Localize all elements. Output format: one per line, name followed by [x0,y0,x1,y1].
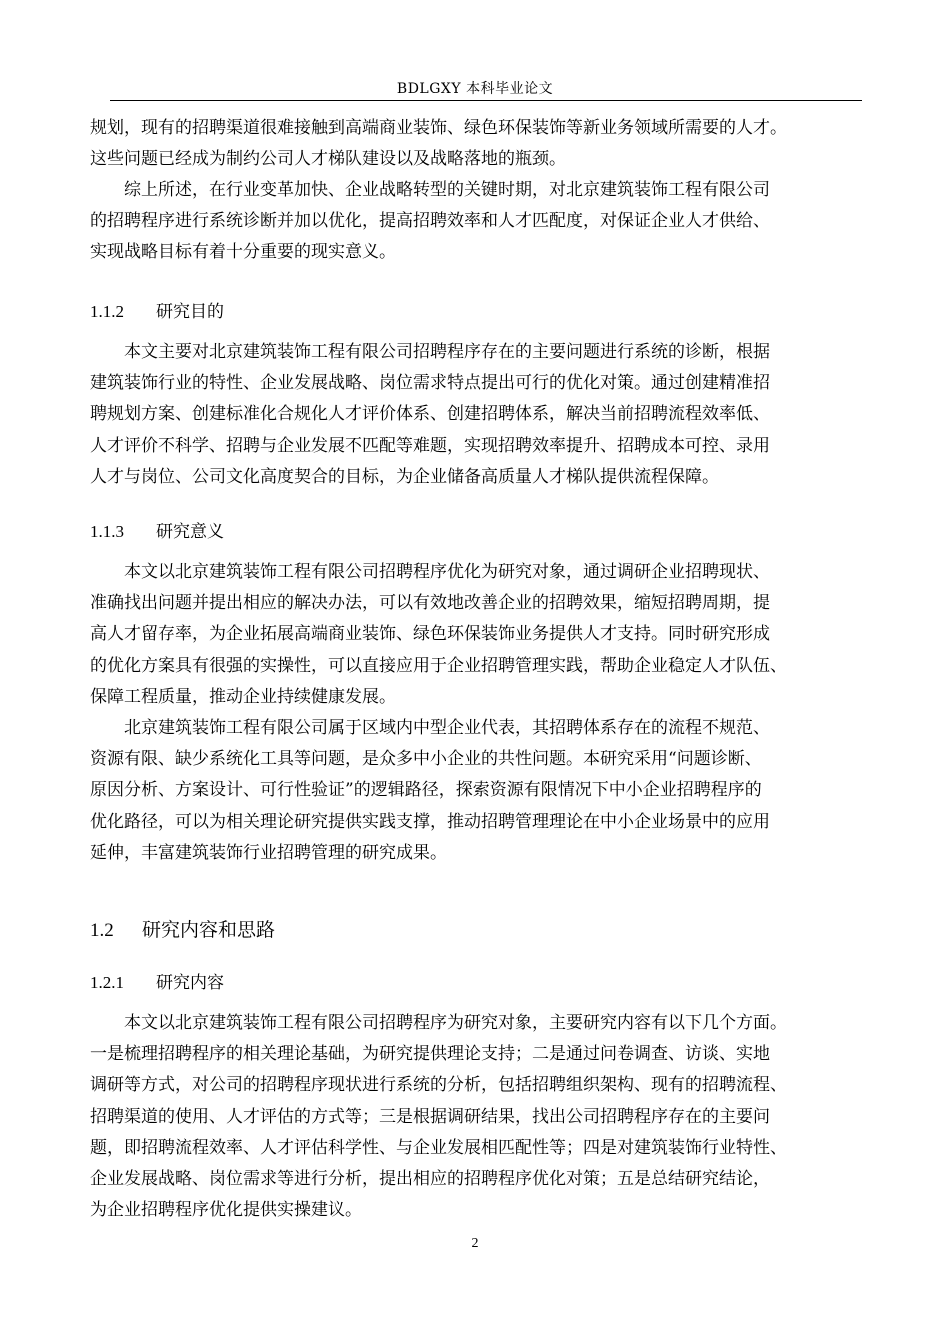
text-line: 资源有限、缺少系统化工具等问题，是众多中小企业的共性问题。本研究采用“问题诊断、 [90,749,762,770]
text-line: 实现战略目标有着十分重要的现实意义。 [90,242,396,263]
text-line: 原因分析、方案设计、可行性验证”的逻辑路径，探索资源有限情况下中小企业招聘程序的 [90,780,762,801]
paragraph [90,175,872,269]
text-line: 为企业招聘程序优化提供实操建议。 [90,1200,362,1221]
page-number: 2 [471,1236,479,1251]
text-line: 人才评价不科学、招聘与企业发展不匹配等难题，实现招聘效率提升、招聘成本可控、录用 [90,435,770,456]
chapter-section-heading [90,915,275,942]
paragraph [90,557,872,713]
text-line: 延伸，丰富建筑装饰行业招聘管理的研究成果。 [90,842,447,863]
section-heading [90,297,224,322]
text-line: 人才与岗位、公司文化高度契合的目标，为企业储备高质量人才梯队提供流程保障。 [90,466,719,487]
section-heading [90,968,224,993]
paragraph [90,1008,872,1226]
text-line: 一是梳理招聘程序的相关理论基础，为研究提供理论支持；二是通过问卷调查、访谈、实地 [90,1044,770,1065]
text-line: 建筑装饰行业的特性、企业发展战略、岗位需求特点提出可行的优化对策。通过创建精准招 [90,373,770,394]
text-line: 本文以北京建筑装饰工程有限公司招聘程序优化为研究对象，通过调研企业招聘现状、 [124,562,770,582]
text-line: 高人才留存率，为企业拓展高端商业装饰、绿色环保装饰业务提供人才支持。同时研究形成 [90,624,770,645]
text-line: 这些问题已经成为制约公司人才梯队建设以及战略落地的瓶颈。 [90,149,566,170]
section-number: 1.1.3 [90,522,124,541]
section-number: 1.2 [90,920,114,941]
text-line: 准确找出问题并提出相应的解决办法，可以有效地改善企业的招聘效果，缩短招聘周期，提 [90,593,770,614]
section-title: 研究内容和思路 [142,919,276,941]
section-title: 研究意义 [156,522,224,542]
text-line: 综上所述，在行业变革加快、企业战略转型的关键时期，对北京建筑装饰工程有限公司 [124,180,770,200]
text-line: 优化路径，可以为相关理论研究提供实践支撑，推动招聘管理理论在中小企业场景中的应用 [90,811,770,832]
text-line: 保障工程质量，推动企业持续健康发展。 [90,686,396,707]
section-title: 研究内容 [156,973,224,993]
text-line: 的招聘程序进行系统诊断并加以优化，提高招聘效率和人才匹配度，对保证企业人才供给、 [90,211,770,232]
text-line: 调研等方式，对公司的招聘程序现状进行系统的分析，包括招聘组织架构、现有的招聘流程、 [90,1075,787,1096]
text-line: 本文以北京建筑装饰工程有限公司招聘程序为研究对象，主要研究内容有以下几个方面。 [124,1013,787,1033]
text-line: 北京建筑装饰工程有限公司属于区域内中型企业代表，其招聘体系存在的流程不规范、 [124,718,770,738]
text-line: 题，即招聘流程效率、人才评估科学性、与企业发展相匹配性等；四是对建筑装饰行业特性、 [90,1137,787,1158]
text-line: 聘规划方案、创建标准化合规化人才评价体系、创建招聘体系，解决当前招聘流程效率低、 [90,404,770,425]
paragraph [90,337,872,493]
text-line: 本文主要对北京建筑装饰工程有限公司招聘程序存在的主要问题进行系统的诊断，根据 [124,342,770,362]
section-title: 研究目的 [156,302,224,322]
text-line: 企业发展战略、岗位需求等进行分析，提出相应的招聘程序优化对策；五是总结研究结论， [90,1169,770,1190]
paragraph [90,713,872,869]
running-header: BDLGXY 本科毕业论文 [396,81,554,97]
text-line: 规划，现有的招聘渠道很难接触到高端商业装饰、绿色环保装饰等新业务领域所需要的人才。 [90,118,787,138]
paragraph [90,113,872,175]
section-number: 1.1.2 [90,302,124,321]
header-rule [110,100,862,101]
section-heading [90,517,224,542]
text-line: 的优化方案具有很强的实操性，可以直接应用于企业招聘管理实践，帮助企业稳定人才队伍、 [90,655,787,676]
text-line: 招聘渠道的使用、人才评估的方式等；三是根据调研结果，找出公司招聘程序存在的主要问 [90,1106,770,1127]
section-number: 1.2.1 [90,973,124,992]
